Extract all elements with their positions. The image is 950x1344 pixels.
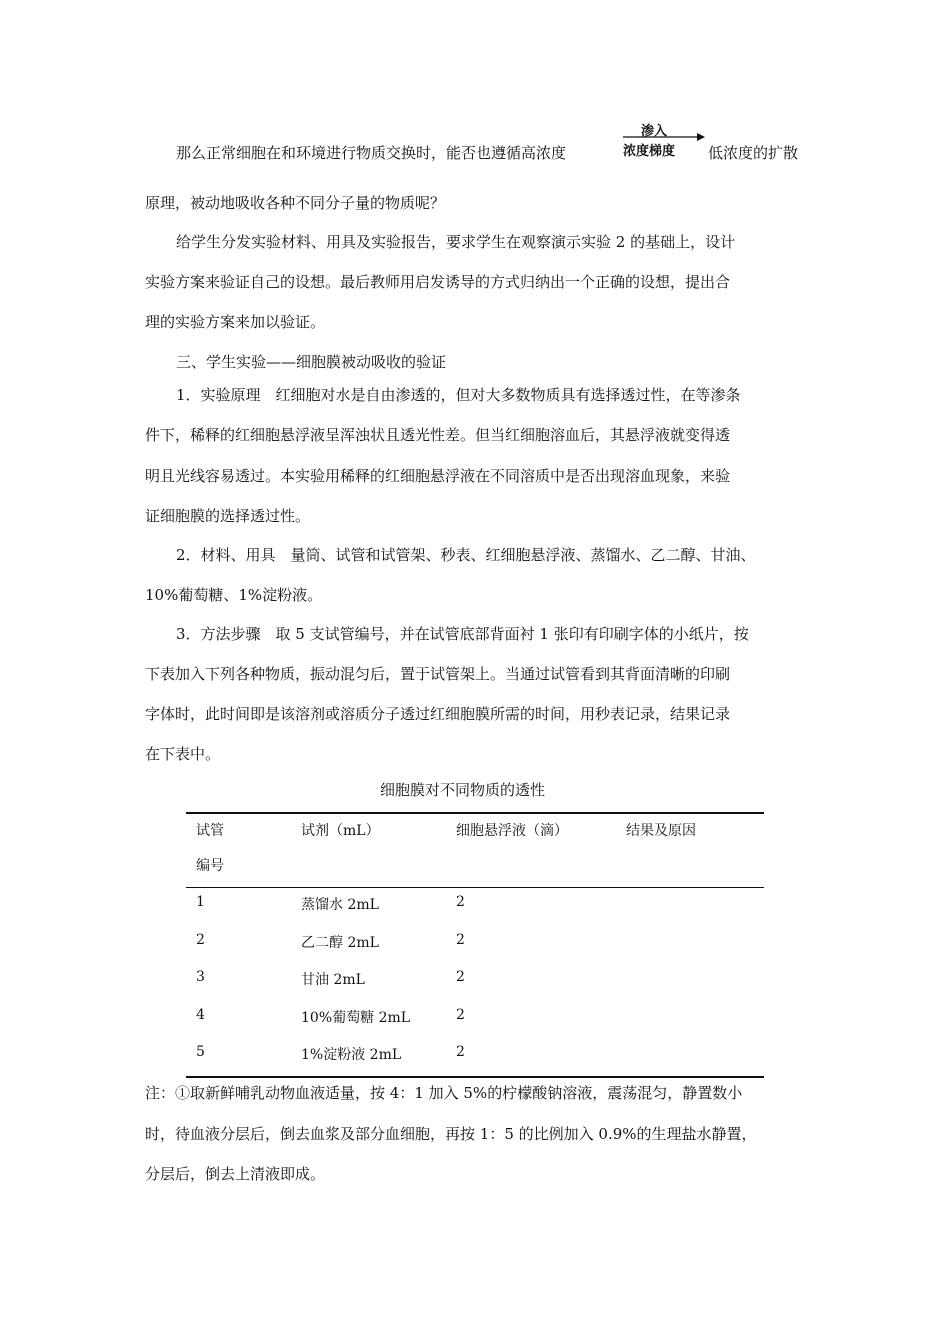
header-reagent: 试剂（mL）: [301, 823, 380, 839]
row-reagent: 甘油 2mL: [301, 972, 365, 988]
header-tube-line2: 编号: [196, 858, 224, 874]
arrow-label-bottom: 浓度梯度: [623, 144, 676, 159]
table-bottom-rule: [186, 1076, 764, 1078]
steps-line3: 字体时，此时间即是该溶剂或溶质分子透过红细胞膜所需的时间，用秒表记录，结果记录: [145, 705, 731, 723]
materials-line2: 10%葡萄糖、1%淀粉液。: [145, 586, 323, 604]
table-top-rule: [186, 812, 764, 814]
table-header-rule: [186, 887, 764, 888]
row-number: 4: [196, 1007, 205, 1023]
principle-line3: 明且光线容易透过。本实验用稀释的红细胞悬浮液在不同溶质中是否出现溶血现象，来验: [145, 467, 731, 485]
para2-line3: 理的实验方案来加以验证。: [145, 313, 326, 331]
note-line2: 时，待血液分层后，倒去血浆及部分血细胞，再按 1：5 的比例加入 0.9%的生理盐水静置，: [145, 1125, 757, 1143]
materials-line1: 2．材料、用具 量筒、试管和试管架、秒表、红细胞悬浮液、蒸馏水、乙二醇、甘油、: [176, 546, 756, 564]
row-number: 5: [196, 1044, 205, 1060]
row-drops: 2: [456, 894, 465, 910]
row-number: 2: [196, 932, 205, 948]
concentration-gradient-arrow: [623, 120, 705, 160]
row-reagent: 10%葡萄糖 2mL: [301, 1010, 411, 1026]
row-drops: 2: [456, 1044, 465, 1060]
table-caption: 细胞膜对不同物质的透性: [380, 781, 546, 799]
header-suspension: 细胞悬浮液（滴）: [456, 823, 568, 839]
row-drops: 2: [456, 932, 465, 948]
para1-before: 那么正常细胞在和环境进行物质交换时，能否也遵循高浓度: [176, 144, 567, 162]
row-reagent: 蒸馏水 2mL: [301, 897, 379, 913]
row-drops: 2: [456, 1007, 465, 1023]
section-title: 三、学生实验——细胞膜被动吸收的验证: [176, 353, 447, 371]
header-result: 结果及原因: [626, 823, 696, 839]
row-number: 1: [196, 894, 205, 910]
para1-after: 低浓度的扩散: [708, 144, 799, 162]
steps-line4: 在下表中。: [145, 745, 221, 763]
steps-line1: 3．方法步骤 取 5 支试管编号，并在试管底部背面衬 1 张印有印刷字体的小纸片，按: [176, 625, 749, 643]
steps-line2: 下表加入下列各种物质，振动混匀后，置于试管架上。当通过试管看到其背面清晰的印刷: [145, 665, 731, 683]
row-reagent: 1%淀粉液 2mL: [301, 1047, 402, 1063]
para1-line2: 原理，被动地吸收各种不同分子量的物质呢？: [145, 194, 446, 212]
para2-line1: 给学生分发实验材料、用具及实验报告，要求学生在观察演示实验 2 的基础上，设计: [176, 233, 736, 251]
row-reagent: 乙二醇 2mL: [301, 935, 379, 951]
note-line1: 注：①取新鲜哺乳动物血液适量，按 4：1 加入 5%的柠檬酸钠溶液，震荡混匀，静置数小: [145, 1084, 743, 1102]
arrow-label-top: 渗入: [641, 124, 668, 139]
row-drops: 2: [456, 969, 465, 985]
row-number: 3: [196, 969, 205, 985]
para2-line2: 实验方案来验证自己的设想。最后教师用启发诱导的方式归纳出一个正确的设想，提出合: [145, 273, 731, 291]
note-line3: 分层后，倒去上清液即成。: [145, 1165, 326, 1183]
principle-line2: 件下，稀释的红细胞悬浮液呈浑浊状且透光性差。但当红细胞溶血后，其悬浮液就变得透: [145, 426, 731, 444]
principle-line4: 证细胞膜的选择透过性。: [145, 507, 311, 525]
principle-line1: 1．实验原理 红细胞对水是自由渗透的，但对大多数物质具有选择透过性，在等渗条: [176, 386, 741, 404]
header-tube-line1: 试管: [196, 823, 224, 839]
